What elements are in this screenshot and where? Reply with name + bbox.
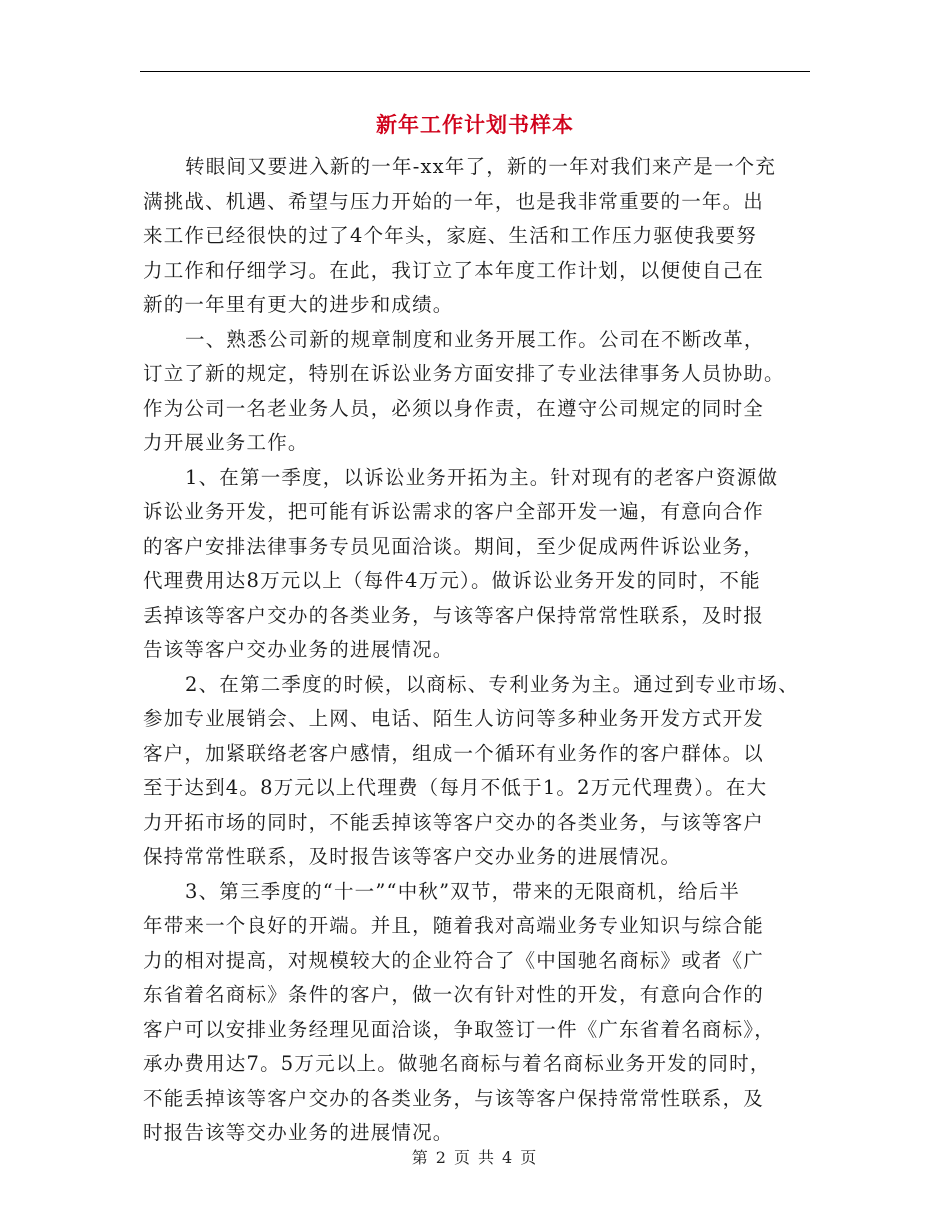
paragraph-5-line-1: 3、第三季度的“十一”“中秋”双节，带来的无限商机，给后半 (185, 879, 741, 903)
header-rule (140, 71, 810, 72)
paragraph-4-line-5: 力开拓市场的同时，不能丢掉该等客户交办的各类业务，与该等客户 (143, 810, 765, 834)
paragraph-5-line-4: 东省着名商标》条件的客户，做一次有针对性的开发，有意向合作的 (143, 983, 765, 1006)
paragraph-1-line-2: 满挑战、机遇、希望与压力开始的一年，也是我非常重要的一年。出 (143, 189, 765, 213)
footer-suffix: 页 (520, 1148, 539, 1167)
footer-prefix: 第 (411, 1148, 430, 1167)
paragraph-3-line-6: 告该等客户交办业务的进展情况。 (143, 638, 454, 661)
paragraph-5-line-8: 时报告该等交办业务的进展情况。 (143, 1121, 454, 1144)
document-body (143, 150, 815, 1151)
paragraph-5-line-3: 力的相对提高，对规模较大的企业符合了《中国驰名商标》或者《广 (143, 948, 765, 972)
paragraph-2-line-3: 作为公司一名老业务人员，必须以身作责，在遵守公司规定的同时全 (143, 396, 765, 420)
footer-total-word: 共 (478, 1148, 497, 1167)
paragraph-2-line-2: 订立了新的规定，特别在诉讼业务方面安排了专业法律事务人员协助。 (143, 362, 785, 385)
paragraph-1-line-4: 力工作和仔细学习。在此，我订立了本年度工作计划，以便使自己在 (143, 258, 765, 282)
paragraph-3-line-3: 的客户安排法律事务专员见面洽谈。期间，至少促成两件诉讼业务， (143, 534, 765, 558)
paragraph-5-line-7: 不能丢掉该等客户交办的各类业务，与该等客户保持常常性联系，及 (143, 1086, 765, 1110)
paragraph-3-line-1: 1、在第一季度，以诉讼业务开拓为主。针对现有的老客户资源做 (185, 465, 779, 489)
paragraph-1-line-5: 新的一年里有更大的进步和成绩。 (143, 293, 454, 316)
paragraph-5-line-5: 客户可以安排业务经理见面洽谈，争取签订一件《广东省着名商标》， (143, 1017, 775, 1041)
total-page-number: 4 (502, 1148, 515, 1167)
paragraph-4-line-6: 保持常常性联系，及时报告该等客户交办业务的进展情况。 (143, 845, 682, 868)
paragraph-2-line-1: 一、熟悉公司新的规章制度和业务开展工作。公司在不断改革， (185, 327, 765, 351)
current-page-number: 2 (435, 1148, 448, 1167)
paragraph-5-line-2: 年带来一个良好的开端。并且，随着我对高端业务专业知识与综合能 (143, 914, 765, 937)
paragraph-1-line-1: 转眼间又要进入新的一年-xx年了，新的一年对我们来产是一个充 (185, 155, 777, 178)
paragraph-3-line-2: 诉讼业务开发，把可能有诉讼需求的客户全部开发一遍，有意向合作 (143, 500, 765, 523)
paragraph-3-line-5: 丢掉该等客户交办的各类业务，与该等客户保持常常性联系，及时报 (143, 603, 765, 627)
document-title: 新年工作计划书样本 (376, 112, 574, 137)
footer-page-word: 页 (453, 1148, 472, 1167)
paragraph-4-line-3: 客户，加紧联络老客户感情，组成一个循环有业务作的客户群体。以 (143, 741, 765, 765)
page-footer (0, 1145, 950, 1168)
paragraph-2-line-4: 力开展业务工作。 (143, 431, 309, 454)
paragraph-4-line-2: 参加专业展销会、上网、电话、陌生人访问等多种业务开发方式开发 (143, 707, 765, 730)
paragraph-4-line-1: 2、在第二季度的时候，以商标、专利业务为主。通过到专业市场、 (185, 672, 799, 696)
paragraph-3-line-4: 代理费用达8万元以上（每件4万元）。做诉讼业务开发的同时，不能 (143, 569, 761, 592)
paragraph-5-line-6: 承办费用达7。5万元以上。做驰名商标与着名商标业务开发的同时， (143, 1052, 771, 1075)
paragraph-4-line-4: 至于达到4。8万元以上代理费（每月不低于1。2万元代理费）。在大 (143, 776, 768, 799)
paragraph-1-line-3: 来工作已经很快的过了4个年头，家庭、生活和工作压力驱使我要努 (143, 224, 757, 247)
